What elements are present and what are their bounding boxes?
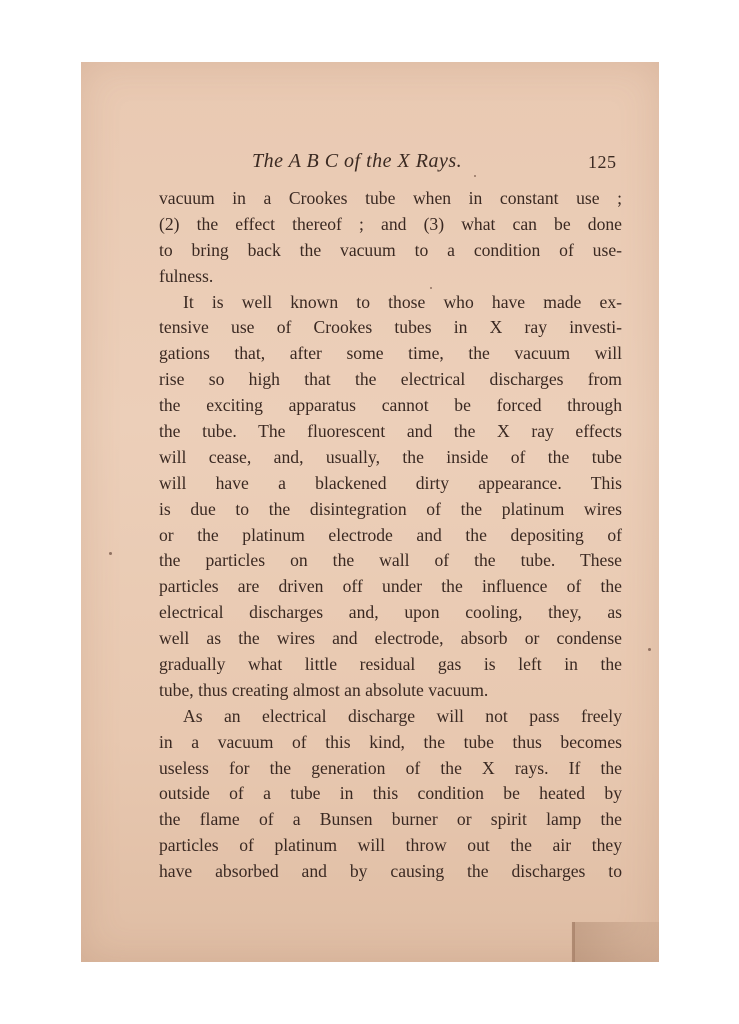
running-title: The A B C of the X Rays. [252,150,463,172]
text-line: gations that, after some time, the vacuum will [159,343,622,364]
text-line: is due to the disintegration of the platinum wires [159,498,622,519]
text-line: gradually what little residual gas is left in the [159,654,622,675]
text-line: outside of a tube in this condition be heated by [159,783,622,804]
text-line: electrical discharges and, upon cooling, they, as [159,602,622,623]
text-line: the particles on the wall of the tube. These [159,550,622,571]
body-text [159,186,622,885]
page-number: 125 [588,152,617,172]
text-line: It is well known to those who have made ex- [183,291,622,312]
paper-speck [474,175,476,177]
text-line: will cease, and, usually, the inside of the tube [159,446,622,467]
text-line: particles are driven off under the influence of the [159,576,622,597]
text-line: particles of platinum will throw out the air they [159,835,622,856]
text-line: useless for the generation of the X rays. If the [159,757,622,778]
running-head [81,150,659,176]
page-corner-shadow [571,922,659,962]
text-line: (2) the effect thereof ; and (3) what can be done [159,213,622,234]
book-page [81,62,659,962]
text-line: tensive use of Crookes tubes in X ray investi- [159,317,622,338]
text-line: or the platinum electrode and the depositing of [159,524,622,545]
text-line: to bring back the vacuum to a condition of use- [159,239,622,260]
paper-speck [430,287,432,289]
text-line: the tube. The fluorescent and the X ray effects [159,421,622,442]
text-line: the exciting apparatus cannot be forced through [159,395,622,416]
text-line: tube, thus creating almost an absolute vacuum. [159,679,489,700]
text-line: will have a blackened dirty appearance. This [159,472,622,493]
text-line: have absorbed and by causing the discharges to [159,861,622,882]
text-line: vacuum in a Crookes tube when in constant use ; [159,188,622,208]
page-corner-edge [572,922,575,962]
text-line: rise so high that the electrical discharges from [159,369,622,390]
text-line: well as the wires and electrode, absorb or condense [159,628,622,649]
text-line: As an electrical discharge will not pass freely [183,705,622,726]
text-line: the flame of a Bunsen burner or spirit lamp the [159,809,622,830]
paper-speck [648,648,651,651]
text-line: in a vacuum of this kind, the tube thus becomes [159,731,622,752]
text-line: fulness. [159,265,214,286]
paper-speck [109,552,112,555]
